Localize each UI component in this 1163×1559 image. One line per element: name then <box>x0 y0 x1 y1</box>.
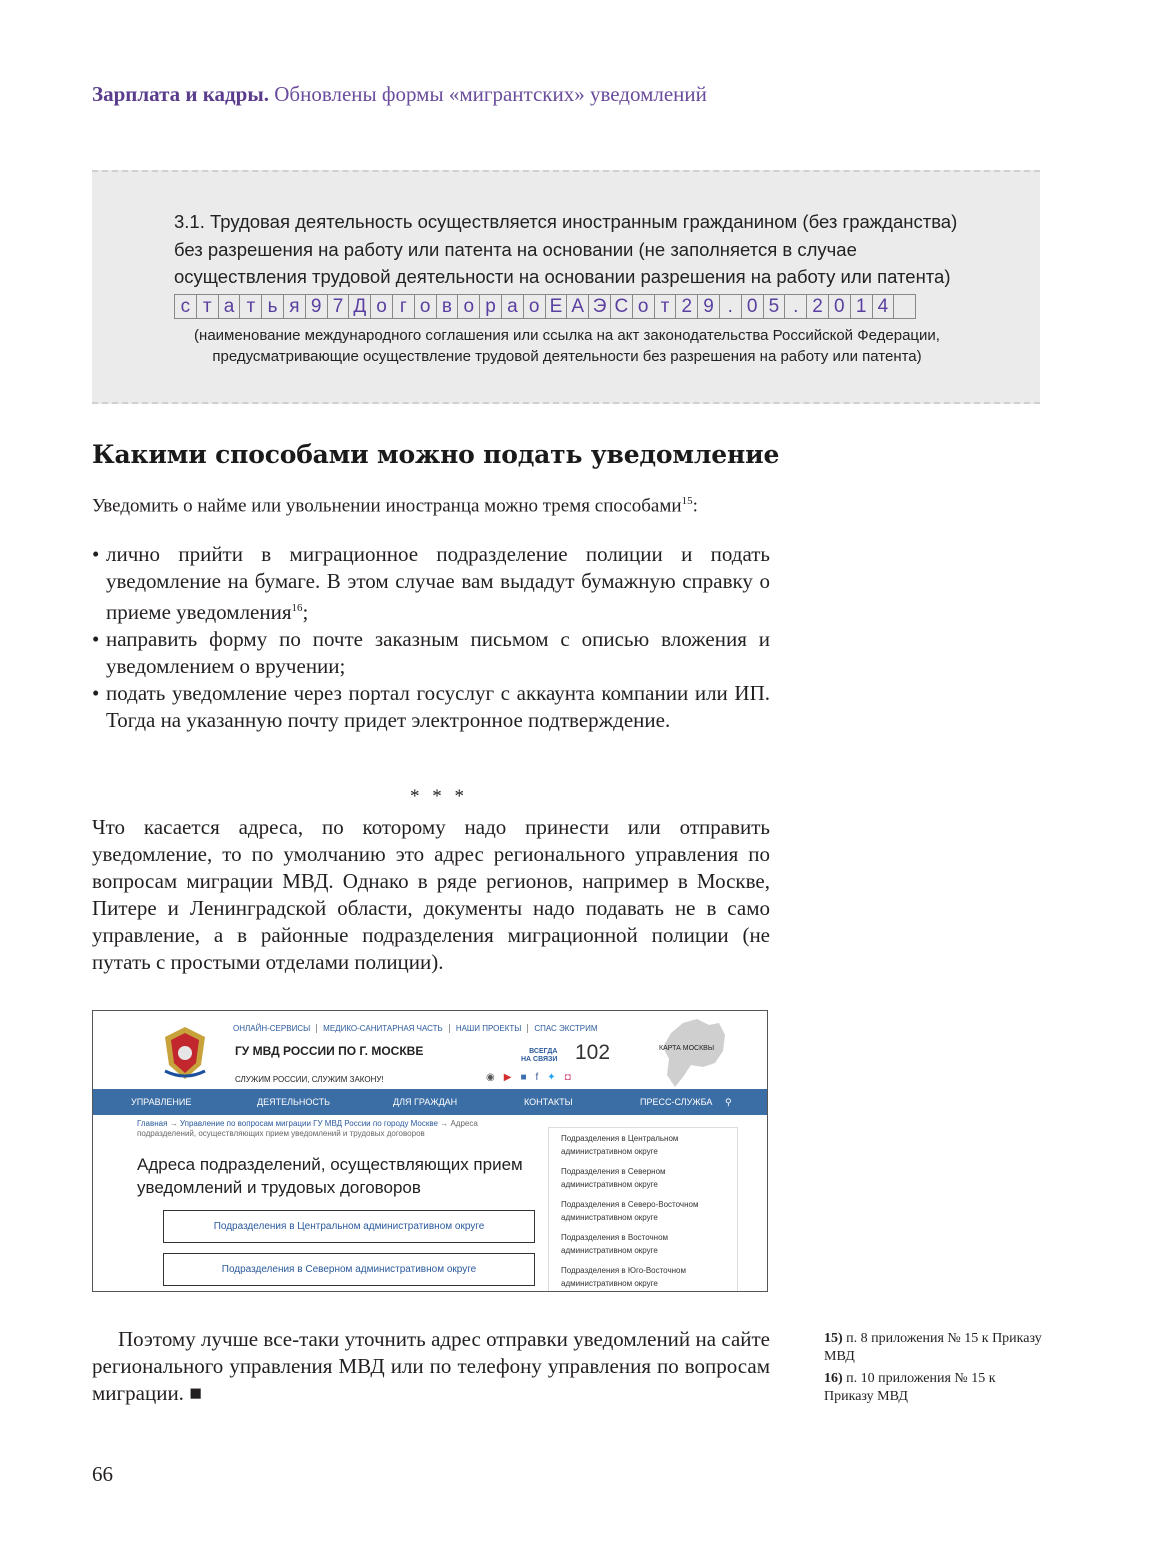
form-cell: в <box>437 294 459 319</box>
breadcrumb <box>137 1119 507 1139</box>
intro-colon: : <box>692 495 698 517</box>
footnote-number: 15) <box>824 1331 843 1346</box>
form-cell: . <box>720 294 742 319</box>
form-cell: а <box>219 294 241 319</box>
closing-text: Поэтому лучше все-таки уточнить адрес отправки уведомлений на сайте регионального управления МВД или по телефону управления по вопросам миграции. <box>92 1327 770 1405</box>
form-cell: 0 <box>742 294 764 319</box>
form-cell: 7 <box>328 294 350 319</box>
form-cell: 1 <box>851 294 873 319</box>
methods-list <box>92 541 770 734</box>
form-cell: г <box>393 294 415 319</box>
form-cell: о <box>415 294 437 319</box>
nav-item[interactable]: УПРАВЛЕНИЕ <box>131 1097 192 1107</box>
mvd-emblem-icon <box>159 1025 211 1081</box>
breadcrumb-current: Адреса подразделений, осуществляющих прием уведомлений и трудовых договоров <box>137 1119 478 1138</box>
form-character-cells <box>174 294 916 319</box>
side-list-item[interactable]: Подразделения в Северо-Восточном административном округе <box>561 1200 699 1222</box>
footnote-ref: 16 <box>291 602 303 614</box>
form-cell: о <box>524 294 546 319</box>
top-link[interactable]: МЕДИКО-САНИТАРНАЯ ЧАСТЬ <box>323 1024 450 1033</box>
breadcrumb-arrow: → <box>440 1119 449 1128</box>
running-head-title: Обновлены формы «мигрантских» уведомлений <box>274 82 707 106</box>
form-cell: Э <box>589 294 611 319</box>
moscow-map-icon[interactable] <box>653 1015 733 1091</box>
facebook-icon[interactable]: f <box>535 1072 539 1083</box>
eye-icon[interactable]: ◉ <box>486 1072 495 1083</box>
twitter-icon[interactable]: ✦ <box>547 1072 556 1083</box>
side-list-item[interactable]: Подразделения в Восточном административном округе <box>561 1233 669 1255</box>
nav-item[interactable]: ДЕЯТЕЛЬНОСТЬ <box>257 1097 331 1107</box>
form-cell <box>894 294 916 319</box>
website-page-title: Адреса подразделений, осуществляющих прием уведомлений и трудовых договоров <box>137 1155 523 1197</box>
website-title: ГУ МВД РОССИИ ПО Г. МОСКВЕ <box>235 1044 424 1058</box>
running-head-section: Зарплата и кадры. <box>92 82 270 106</box>
method-item <box>92 680 770 734</box>
social-icons <box>486 1072 571 1083</box>
intro-text: Уведомить о найме или увольнении иностранца можно тремя способами <box>92 495 682 517</box>
website-motto: СЛУЖИМ РОССИИ, СЛУЖИМ ЗАКОНУ! <box>235 1075 384 1084</box>
district-button-central[interactable]: Подразделения в Центральном административном округе <box>163 1210 535 1243</box>
footnote <box>824 1330 1044 1366</box>
map-label: КАРТА МОСКВЫ <box>659 1045 715 1052</box>
website-top-links <box>233 1024 609 1033</box>
website-screenshot <box>92 1010 768 1292</box>
side-list-item[interactable]: Подразделения в Юго-Восточном административном округе <box>561 1266 686 1288</box>
form-cell: р <box>480 294 502 319</box>
form-cell: 2 <box>807 294 829 319</box>
district-button-north[interactable]: Подразделения в Северном административном округе <box>163 1253 535 1286</box>
form-cell: 2 <box>676 294 698 319</box>
running-head <box>92 82 707 107</box>
form-cell: о <box>633 294 655 319</box>
form-cell: я <box>284 294 306 319</box>
nav-item[interactable]: ПРЕСС-СЛУЖБА <box>640 1097 713 1107</box>
hotline-label <box>521 1048 557 1064</box>
search-icon[interactable]: ⚲ <box>725 1097 732 1107</box>
form-cell: о <box>458 294 480 319</box>
website-nav <box>93 1089 768 1115</box>
form-cell: 4 <box>873 294 895 319</box>
top-link[interactable]: ОНЛАЙН-СЕРВИСЫ <box>233 1024 317 1033</box>
footnote-number: 16) <box>824 1371 843 1386</box>
youtube-icon[interactable]: ▶ <box>503 1072 512 1083</box>
nav-item[interactable]: КОНТАКТЫ <box>524 1097 573 1107</box>
footnote <box>824 1370 1044 1406</box>
side-list-item[interactable]: Подразделения в Северном административном округе <box>561 1167 666 1189</box>
form-cell: а <box>502 294 524 319</box>
method-end: ; <box>302 600 309 624</box>
separator-stars: * * * <box>410 786 468 807</box>
instagram-icon[interactable]: ◘ <box>564 1072 571 1083</box>
method-text: лично прийти в миграционное подразделение полиции и подать уведомление на бумаге. В этом случае вам выдадут бумажную справку о приеме уведомления <box>106 542 770 624</box>
form-cell: т <box>655 294 677 319</box>
page-number: 66 <box>92 1462 113 1486</box>
footnotes <box>824 1330 1044 1410</box>
section-heading: Какими способами можно подать уведомление <box>92 440 780 469</box>
vk-icon[interactable]: ■ <box>520 1072 527 1083</box>
form-cell: Д <box>349 294 371 319</box>
breadcrumb-arrow: → <box>169 1119 178 1128</box>
form-cell: 9 <box>306 294 328 319</box>
form-cell: С <box>611 294 633 319</box>
form-cell: А <box>567 294 589 319</box>
side-list-item[interactable]: Подразделения в Центральном административном округе <box>561 1134 679 1156</box>
hotline-number: 102 <box>575 1041 611 1064</box>
end-mark: ■ <box>189 1381 202 1405</box>
method-text: направить форму по почте заказным письмом с описью вложения и уведомлением о вручении; <box>106 627 770 678</box>
top-link[interactable]: НАШИ ПРОЕКТЫ <box>456 1024 529 1033</box>
breadcrumb-migration[interactable]: Управление по вопросам миграции ГУ МВД России по городу Москве <box>179 1119 438 1128</box>
method-item <box>92 626 770 680</box>
method-text: подать уведомление через портал госуслуг с аккаунта компании или ИП. Тогда на указанную почту придет электронное подтверждение. <box>106 681 770 732</box>
closing-paragraph <box>92 1326 770 1407</box>
form-cell: т <box>240 294 262 319</box>
address-paragraph: Что касается адреса, по которому надо принести или отправить уведомление, то по умолчанию это адрес регионального управления по вопросам миграции МВД. Однако в ряде регионов, например в Москве, Питере и Ленинградской области, документы надо подавать не в само управление, а в районные подразделения миграционной полиции (не путать с простыми отделами полиции). <box>92 815 770 974</box>
form-cell: с <box>175 294 197 319</box>
form-cell: о <box>371 294 393 319</box>
form-cell: 0 <box>829 294 851 319</box>
method-item <box>92 541 770 626</box>
footnote-text: п. 10 приложения № 15 к Приказу МВД <box>824 1371 996 1404</box>
footnote-text: п. 8 приложения № 15 к Приказу МВД <box>824 1331 1042 1364</box>
form-excerpt <box>92 170 1040 404</box>
footnote-ref: 15 <box>681 495 693 507</box>
intro-paragraph <box>92 488 770 519</box>
form-cell: т <box>197 294 219 319</box>
top-link[interactable]: СПАС ЭКСТРИМ <box>534 1024 598 1033</box>
district-side-list <box>548 1127 738 1292</box>
form-cell: . <box>785 294 807 319</box>
hotline-label-line: ВСЕГДА <box>529 1048 558 1055</box>
form-cell: Е <box>546 294 568 319</box>
nav-item[interactable]: ДЛЯ ГРАЖДАН <box>393 1097 458 1107</box>
form-item-text: 3.1. Трудовая деятельность осуществляется иностранным гражданином (без гражданства) без разрешения на работу или патента на основании (не заполняется в случае осуществления трудовой деятельности на основании разрешения на работу или патента) <box>174 211 958 287</box>
form-cell: 5 <box>764 294 786 319</box>
form-cell: ь <box>262 294 284 319</box>
form-caption: (наименование международного соглашения или ссылка на акт законодательства Российской Федерации, предусматривающие осуществление трудовой деятельности без разрешения на работу или патента) <box>194 327 940 365</box>
form-cell: 9 <box>698 294 720 319</box>
breadcrumb-home[interactable]: Главная <box>137 1119 168 1128</box>
hotline-label-line: НА СВЯЗИ <box>521 1056 558 1063</box>
